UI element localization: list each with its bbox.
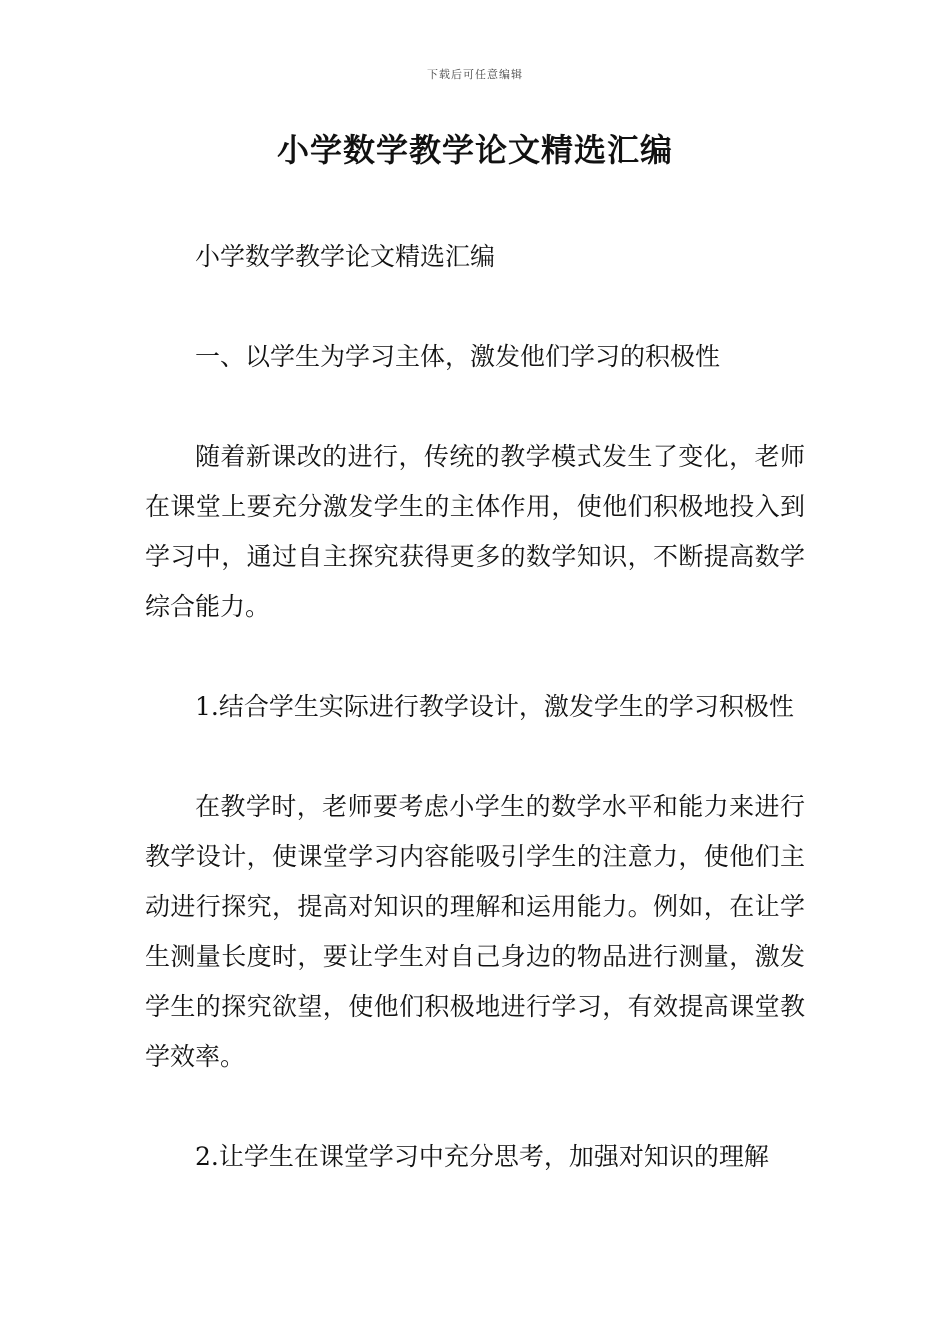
paragraph-subtitle: 小学数学教学论文精选汇编 — [195, 242, 496, 271]
paragraph-section-heading: 一、以学生为学习主体，激发他们学习的积极性 — [195, 342, 721, 371]
paragraph-body: 在教学时，老师要考虑小学生的数学水平和能力来进行教学设计，使课堂学习内容能吸引学生的注意力，使他们主动进行探究，提高对知识的理解和运用能力。例如，在让学生测量长度时，要让学生对自己身边的物品进行测量，激发学生的探究欲望，使他们积极地进行学习，有效提高课堂教学效率。 — [145, 792, 805, 1071]
paragraph-subheading: 2.让学生在课堂学习中充分思考，加强对知识的理解 — [195, 1142, 769, 1171]
header-note: 下载后可任意编辑 — [427, 68, 523, 81]
paragraph-body: 随着新课改的进行，传统的教学模式发生了变化，老师在课堂上要充分激发学生的主体作用，使他们积极地投入到学习中，通过自主探究获得更多的数学知识，不断提高数学综合能力。 — [145, 442, 805, 621]
document-title: 小学数学教学论文精选汇编 — [276, 131, 673, 169]
paragraph-subheading: 1.结合学生实际进行教学设计，激发学生的学习积极性 — [195, 692, 794, 721]
document-body — [145, 232, 805, 1232]
